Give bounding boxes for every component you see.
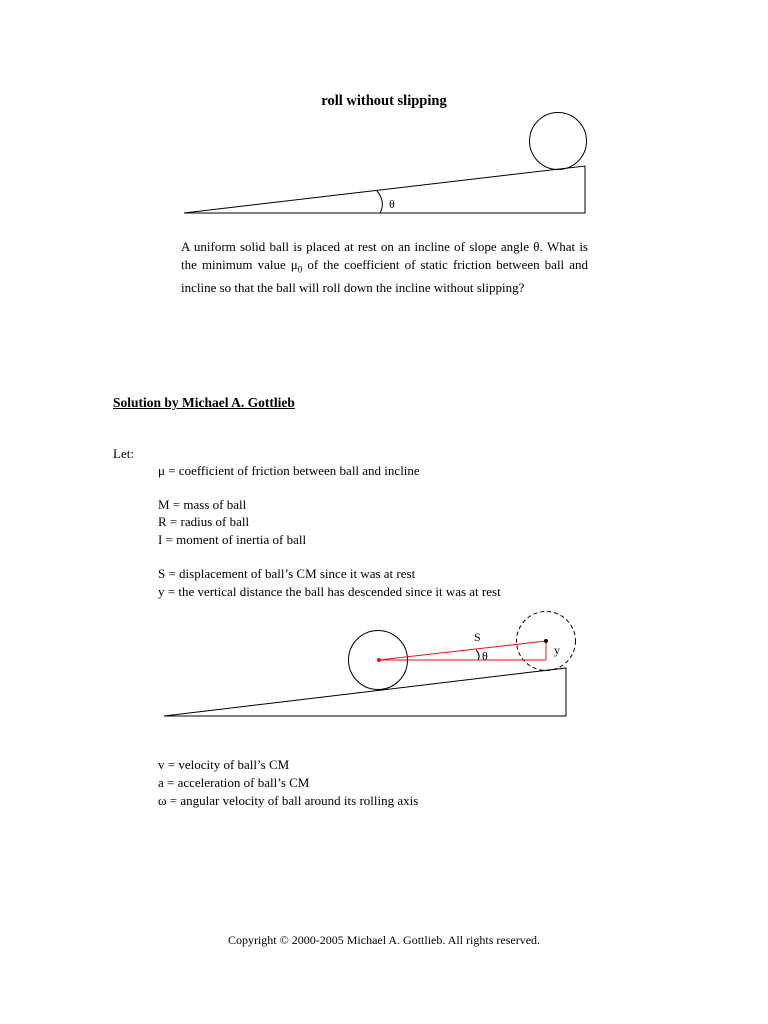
solution-heading: Solution by Michael A. Gottlieb [113, 395, 295, 410]
definition-inertia: I = moment of inertia of ball [158, 532, 307, 547]
definition-mu: μ = coefficient of friction between ball and incline [158, 463, 420, 478]
definition-vertical-distance: y = the vertical distance the ball has descended since it was at rest [158, 584, 501, 599]
definition-angular-velocity: ω = angular velocity of ball around its rolling axis [158, 793, 419, 808]
cm-point-displaced [544, 639, 548, 643]
angle-arc-2 [476, 650, 479, 660]
y-label: y [554, 643, 560, 657]
mu-subscript: 0 [297, 264, 303, 275]
angle-theta-label: θ [389, 197, 395, 211]
page-title: roll without slipping [321, 93, 447, 109]
definition-velocity: v = velocity of ball’s CM [158, 757, 290, 772]
problem-text-part1: A uniform solid ball is placed at rest on an incline of slope angle θ. What is the minimum value μ [181, 239, 588, 272]
angle-arc [377, 191, 382, 213]
incline-triangle [184, 166, 585, 213]
definition-radius: R = radius of ball [158, 514, 250, 529]
definition-mass: M = mass of ball [158, 497, 247, 512]
definition-displacement: S = displacement of ball’s CM since it was at rest [158, 566, 416, 581]
ball [530, 113, 587, 170]
incline-figure-top [0, 0, 768, 230]
problem-statement [181, 238, 588, 296]
incline-figure-displacement [0, 600, 768, 730]
s-label: S [474, 630, 481, 644]
cm-point-initial [377, 658, 381, 662]
displacement-line [379, 641, 546, 660]
let-label: Let: [113, 446, 134, 461]
incline-triangle-2 [164, 668, 566, 716]
copyright-footer: Copyright © 2000-2005 Michael A. Gottlieb. All rights reserved. [227, 933, 541, 947]
definition-acceleration: a = acceleration of ball’s CM [158, 775, 310, 790]
angle-theta-label-2: θ [482, 649, 488, 663]
problem-text-part2: of the coefficient of static friction between ball and incline so that the ball will roll down the incline without slipping? [181, 256, 589, 295]
